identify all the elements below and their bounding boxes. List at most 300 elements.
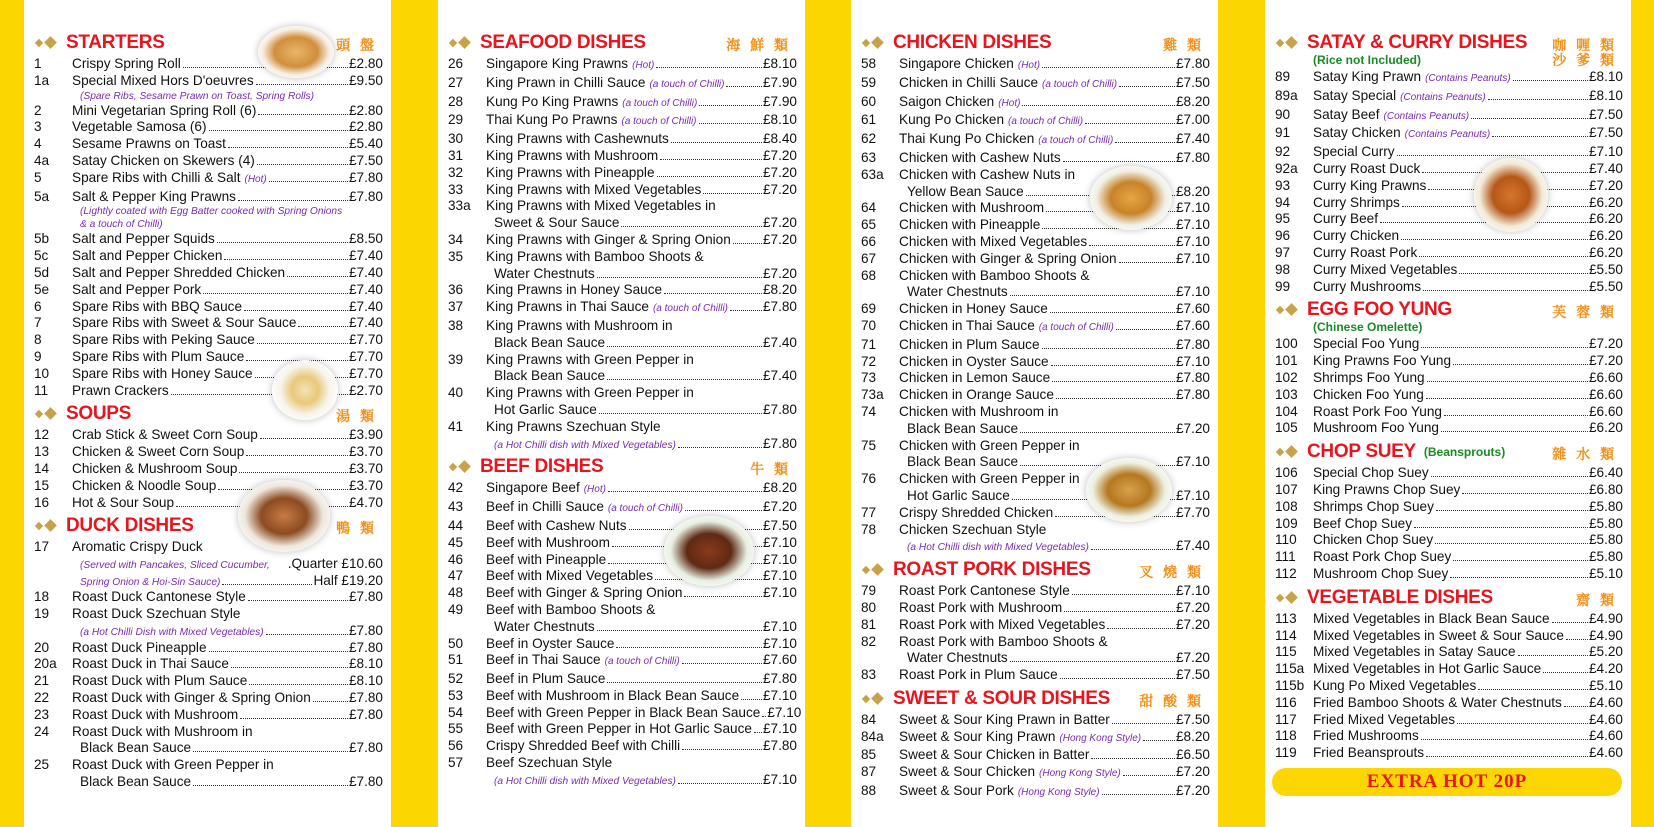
item-note: (a touch of Chilli)	[1038, 321, 1114, 333]
item-note: (a touch of Chilli)	[622, 97, 698, 109]
spring-roll-photo	[258, 26, 334, 78]
item-number: 48	[448, 585, 464, 601]
item-price: £7.10	[762, 618, 797, 634]
dot-leader	[1116, 329, 1175, 330]
item-name: Roast Pork with Bamboo Shoots &	[899, 633, 1108, 649]
menu-column-4	[1265, 0, 1631, 827]
dot-leader	[726, 86, 762, 87]
item-number: 5	[34, 169, 42, 185]
section-header	[861, 686, 1210, 712]
section-chinese-title: 雞 類	[1163, 37, 1204, 53]
dot-leader	[1042, 67, 1175, 68]
portion-row	[34, 573, 383, 590]
item-number: 30	[448, 131, 464, 147]
item-name: Mushroom Chop Suey	[1313, 565, 1449, 581]
dot-leader	[256, 84, 348, 85]
item-note: (Hot)	[998, 97, 1021, 109]
item-number: 113	[1275, 610, 1297, 626]
menu-item	[448, 249, 797, 266]
item-name: Curry Roast Duck	[1313, 160, 1421, 176]
item-price: £8.50	[348, 231, 383, 247]
dot-leader	[699, 123, 762, 124]
item-number: 115	[1275, 644, 1297, 660]
menu-item	[1275, 161, 1623, 178]
item-note: (a touch of Chilli)	[604, 656, 680, 668]
item-number: 23	[34, 706, 50, 722]
item-name: Sweet & Sour King Prawn in Batter	[899, 711, 1110, 727]
item-number: 33a	[448, 198, 471, 214]
item-number: 50	[448, 635, 464, 651]
menu-item	[1275, 566, 1623, 583]
item-price: £7.40	[1588, 160, 1623, 176]
item-name: Satay Beef	[1313, 106, 1380, 122]
item-name: Roast Pork Chop Suey	[1313, 549, 1452, 565]
dot-leader	[313, 701, 348, 702]
item-price: £8.10	[348, 656, 383, 672]
item-name: Satay King Prawn	[1313, 69, 1422, 84]
item-price: £7.50	[1175, 74, 1210, 90]
item-price: £6.20	[1588, 244, 1623, 260]
menu-item	[1275, 195, 1623, 212]
item-price: £4.60	[1588, 745, 1623, 761]
item-number: 34	[448, 231, 464, 247]
dot-leader	[1423, 290, 1588, 291]
menu-item	[1275, 678, 1623, 695]
dot-leader	[1478, 689, 1588, 690]
diamond-bullet-icon	[34, 519, 60, 533]
item-price: £7.20	[1175, 764, 1210, 780]
item-price: £7.80	[1175, 370, 1210, 386]
item-name: Chicken in Thai Sauce	[899, 317, 1035, 333]
item-price: £4.60	[1588, 728, 1623, 744]
item-name: Roast Pork with Mushroom	[899, 599, 1063, 615]
note-with-price	[448, 772, 797, 789]
dot-leader	[193, 785, 348, 786]
dot-leader	[1471, 118, 1588, 119]
item-price: £7.10	[1175, 217, 1210, 233]
dot-leader	[1426, 398, 1588, 399]
dot-leader	[699, 105, 762, 106]
item-number: 102	[1275, 369, 1298, 385]
item-price: £6.60	[1588, 386, 1623, 402]
menu-item	[448, 385, 797, 402]
dot-leader	[664, 293, 762, 294]
item-number: 56	[448, 738, 464, 754]
item-number: 57	[448, 755, 464, 771]
menu-item	[861, 75, 1210, 94]
item-number: 71	[861, 336, 877, 352]
dot-leader	[298, 326, 348, 327]
dot-leader	[597, 277, 762, 278]
item-price: £8.10	[1588, 87, 1623, 103]
item-name: Chicken & Mushroom Soup	[72, 460, 238, 476]
item-price: £7.10	[762, 585, 797, 601]
item-name: Chicken with Cashew Nuts in	[899, 166, 1076, 182]
item-number: 2	[34, 102, 42, 118]
item-number: 15	[34, 477, 50, 493]
note-with-price	[861, 538, 1210, 555]
section-title: STARTERS	[66, 32, 165, 53]
dot-leader	[678, 447, 762, 448]
menu-item	[1275, 420, 1623, 437]
item-price: £7.20	[1175, 599, 1210, 615]
item-price: £7.50	[1588, 106, 1623, 122]
item-number: 114	[1275, 627, 1297, 643]
dot-leader	[258, 114, 348, 115]
diamond-bullet-icon	[1275, 36, 1301, 50]
dot-leader	[1380, 222, 1588, 223]
item-name: Salt and Pepper Shredded Chicken	[72, 264, 286, 280]
item-name: Beef with Cashew Nuts	[486, 517, 627, 533]
dot-leader	[1010, 295, 1175, 296]
item-name: Chicken Szechuan Style	[899, 521, 1047, 537]
diamond-bullet-icon	[448, 460, 474, 474]
item-name: Fried Mixed Vegetables	[1313, 711, 1456, 727]
chicken-photo	[1090, 166, 1172, 230]
item-number: 37	[448, 299, 464, 315]
item-note: (Hot)	[244, 173, 267, 185]
menu-item	[34, 478, 383, 495]
item-number: 13	[34, 444, 50, 460]
item-note: (Hong Kong Style)	[1059, 732, 1142, 744]
item-number: 26	[448, 56, 464, 71]
dot-leader	[239, 472, 348, 473]
menu-item	[1275, 404, 1623, 421]
item-number: 119	[1275, 745, 1297, 761]
dot-leader	[1115, 142, 1175, 143]
item-price: £8.20	[1175, 93, 1210, 109]
section-title: BEEF DISHES	[480, 456, 604, 478]
item-price: £7.10	[762, 568, 797, 584]
item-number: 52	[448, 671, 464, 687]
item-name: Spare Ribs with BBQ Sauce	[72, 298, 243, 314]
dot-leader	[682, 663, 762, 664]
item-number: 65	[861, 217, 877, 233]
item-name: Chicken in Lemon Sauce	[899, 370, 1051, 386]
dot-leader	[238, 200, 348, 201]
dot-leader	[656, 67, 762, 68]
dot-leader	[684, 596, 762, 597]
menu-item	[34, 153, 383, 170]
portion-description: Spring Onion & Hoi-Sin Sauce)	[80, 576, 221, 588]
item-name: Satay Chicken on Skewers (4)	[72, 152, 255, 168]
item-price: £7.40	[348, 248, 383, 264]
menu-item	[448, 419, 797, 436]
item-number: 109	[1275, 515, 1298, 531]
item-price: £4.70	[348, 494, 383, 510]
item-name: King Prawns Foo Yung	[1313, 353, 1452, 369]
item-note: (Contains Peanuts)	[1404, 129, 1491, 141]
item-number: 66	[861, 233, 877, 249]
dot-leader	[1435, 543, 1588, 544]
item-name: Salt & Pepper King Prawns	[72, 188, 236, 204]
menu-item	[1275, 549, 1623, 566]
item-price: £4.60	[1588, 711, 1623, 727]
section-subtitle: (Rice not Included) 沙 爹 類	[1313, 52, 1617, 68]
dot-leader	[248, 600, 348, 601]
menu-item	[448, 232, 797, 249]
item-name: Kung Po King Prawns	[486, 93, 619, 109]
item-price: £7.40	[348, 281, 383, 297]
item-name: King Prawns with Mushroom in	[486, 317, 673, 333]
menu-item	[448, 299, 797, 318]
dot-leader	[1421, 739, 1588, 740]
item-price: £3.70	[348, 460, 383, 476]
item-number: 14	[34, 460, 50, 476]
item-name: King Prawns in Honey Sauce	[486, 282, 663, 298]
item-name: Mini Vegetarian Spring Roll (6)	[72, 102, 257, 118]
item-price: £8.20	[1175, 728, 1210, 744]
item-price: £7.40	[1175, 538, 1210, 554]
item-number: 43	[448, 499, 464, 515]
item-price: £7.20	[1588, 353, 1623, 369]
portion-price: .Quarter £10.60	[287, 556, 383, 572]
item-number: 110	[1275, 532, 1297, 548]
item-number: 73	[861, 370, 877, 386]
menu-item	[1275, 628, 1623, 645]
item-number: 84a	[861, 728, 884, 744]
menu-item	[448, 755, 797, 772]
item-price: £4.20	[1588, 661, 1623, 677]
section-chinese-title: 海 鮮 類	[726, 37, 791, 53]
dot-leader	[1414, 527, 1588, 528]
item-note: (a touch of Chilli)	[1038, 135, 1114, 147]
item-name: King Prawns with Bamboo Shoots &	[486, 248, 704, 264]
item-price: £7.20	[762, 164, 797, 180]
dot-leader	[1020, 432, 1175, 433]
item-number: 27	[448, 74, 464, 90]
section-title: SOUPS	[66, 403, 132, 425]
menu-item	[34, 640, 383, 657]
item-number: 93	[1275, 177, 1291, 193]
dot-leader	[1513, 80, 1588, 81]
item-name: Beef with Pineapple	[486, 551, 607, 567]
item-name: Sweet & Sour Chicken in Batter	[899, 747, 1090, 763]
item-price: £7.50	[348, 152, 383, 168]
item-number: 39	[448, 351, 464, 367]
item-name: Sweet & Sour Pork	[899, 783, 1014, 799]
item-price: £2.80	[348, 102, 383, 118]
menu-item	[34, 495, 383, 512]
menu-item	[861, 301, 1210, 318]
item-note: (a touch of Chilli)	[649, 78, 725, 90]
item-name: Mixed Vegetables in Black Bean Sauce	[1313, 610, 1550, 626]
item-name: Chicken with Mushroom in	[899, 403, 1059, 419]
menu-item	[861, 617, 1210, 634]
item-number: 61	[861, 112, 877, 128]
menu-item	[34, 119, 383, 136]
menu-item	[1275, 728, 1623, 745]
menu-item	[1275, 370, 1623, 387]
item-price: £7.80	[762, 738, 797, 754]
item-name: Fried Bamboo Shoots & Water Chestnuts	[1313, 694, 1562, 710]
item-number: 44	[448, 517, 464, 533]
menu-item	[861, 131, 1210, 150]
item-number: 20a	[34, 656, 57, 672]
menu-item	[1275, 387, 1623, 404]
item-price: £5.40	[348, 136, 383, 152]
menu-item	[448, 282, 797, 299]
dot-leader	[1052, 381, 1175, 382]
dot-leader	[607, 682, 762, 683]
menu-item	[861, 404, 1210, 421]
item-number: 4	[34, 136, 42, 152]
dot-leader	[1091, 549, 1175, 550]
item-name: Roast Pork Cantonese Style	[899, 583, 1070, 599]
menu-item	[34, 189, 383, 206]
item-number: 8	[34, 332, 42, 348]
item-price: £7.10	[767, 704, 802, 720]
item-price: £6.20	[1588, 194, 1623, 210]
item-price: £6.60	[1588, 403, 1623, 419]
item-number: 101	[1275, 353, 1298, 369]
item-number: 18	[34, 589, 50, 605]
dot-leader	[1488, 99, 1588, 100]
item-price: £7.50	[1175, 667, 1210, 683]
item-price: £7.20	[762, 215, 797, 231]
item-number: 85	[861, 747, 877, 763]
dot-leader	[1441, 431, 1588, 432]
item-number: 33	[448, 181, 464, 197]
menu-item	[1275, 69, 1623, 88]
item-name: Singapore Chicken	[899, 56, 1014, 71]
item-price: £7.10	[1175, 583, 1210, 599]
menu-item	[448, 131, 797, 148]
item-number: 60	[861, 93, 877, 109]
item-name: Curry Chicken	[1313, 228, 1400, 244]
item-name: Shrimps Chop Suey	[1313, 498, 1434, 514]
item-number: 117	[1275, 711, 1297, 727]
item-price: £7.80	[348, 639, 383, 655]
menu-item	[34, 690, 383, 707]
item-price: £7.40	[1175, 131, 1210, 147]
item-name: Chicken with Bamboo Shoots &	[899, 267, 1090, 283]
menu-item	[1275, 353, 1623, 370]
menu-item	[1275, 499, 1623, 516]
item-price: £7.40	[348, 298, 383, 314]
menu-item	[1275, 279, 1623, 296]
menu-item-continuation	[861, 650, 1210, 667]
item-number: 91	[1275, 125, 1291, 141]
item-name-cont: Yellow Bean Sauce	[907, 183, 1024, 199]
menu-item	[34, 332, 383, 349]
item-price: £7.80	[348, 689, 383, 705]
item-note: (Contains Peanuts)	[1383, 110, 1470, 122]
menu-item	[861, 729, 1210, 748]
item-number: 80	[861, 599, 877, 615]
item-name: Mushroom Foo Yung	[1313, 420, 1439, 436]
item-name-cont: Black Bean Sauce	[907, 420, 1019, 436]
item-name: King Prawns Chop Suey	[1313, 481, 1461, 497]
dot-leader	[1444, 415, 1588, 416]
menu-item-continuation	[448, 619, 797, 636]
menu-item	[861, 600, 1210, 617]
item-number: 63	[861, 149, 877, 165]
item-name: King Prawns Szechuan Style	[486, 418, 661, 434]
item-number: 108	[1275, 498, 1298, 514]
item-name: Beef in Plum Sauce	[486, 671, 606, 687]
dot-leader	[240, 718, 348, 719]
item-name: Crispy Shredded Chicken	[899, 504, 1054, 520]
item-name: Special Foo Yung	[1313, 336, 1420, 352]
dot-leader	[1042, 228, 1175, 229]
item-price: £7.60	[1175, 301, 1210, 317]
item-number: 96	[1275, 228, 1291, 244]
item-name: Aromatic Crispy Duck	[72, 539, 203, 555]
item-number: 55	[448, 721, 464, 737]
item-name: Curry Beef	[1313, 211, 1378, 227]
item-price: £7.70	[348, 332, 383, 348]
menu-item	[1275, 644, 1623, 661]
item-number: 1	[34, 56, 42, 71]
dot-leader	[1107, 628, 1175, 629]
dot-leader	[1450, 577, 1588, 578]
item-number: 105	[1275, 420, 1298, 436]
item-description: & a touch of Chilli)	[80, 219, 163, 231]
item-name: Beef Szechuan Style	[486, 755, 613, 771]
item-price: £7.70	[348, 365, 383, 381]
item-name: Spare Ribs with Chilli & Salt	[72, 169, 241, 185]
menu-item	[34, 427, 383, 444]
item-name: Roast Duck with Ginger & Spring Onion	[72, 689, 311, 705]
item-price: £7.10	[762, 721, 797, 737]
item-price: £7.10	[762, 534, 797, 550]
item-name: Beef in Thai Sauce	[486, 652, 601, 668]
dot-leader	[671, 142, 762, 143]
menu-item	[448, 738, 797, 755]
dot-leader	[1123, 775, 1175, 776]
item-number: 64	[861, 200, 877, 216]
item-price: £7.20	[1175, 783, 1210, 799]
item-name: Chicken & Sweet Corn Soup	[72, 444, 245, 460]
item-number: 47	[448, 568, 464, 584]
item-number: 40	[448, 385, 464, 401]
item-price: £7.80	[762, 299, 797, 315]
item-number: 31	[448, 147, 464, 163]
item-price: £7.70	[1175, 504, 1210, 520]
menu-item	[448, 148, 797, 165]
diamond-bullet-icon	[861, 692, 887, 706]
note-with-price	[448, 436, 797, 453]
item-note: (a touch of Chilli)	[621, 116, 697, 128]
menu-item	[34, 73, 383, 90]
item-price: £5.80	[1588, 532, 1623, 548]
dot-leader	[1492, 136, 1588, 137]
menu-item	[1275, 516, 1623, 533]
item-price: £7.80	[348, 706, 383, 722]
item-number: 42	[448, 480, 464, 496]
item-name: Roast Pork Foo Yung	[1313, 403, 1442, 419]
section-title: SWEET & SOUR DISHES	[893, 687, 1111, 709]
item-price: £7.80	[348, 589, 383, 605]
item-price: £5.10	[1588, 565, 1623, 581]
item-number: 21	[34, 673, 50, 689]
dot-leader	[1063, 161, 1175, 162]
item-number: 6	[34, 298, 42, 314]
dot-leader	[733, 243, 762, 244]
item-name: Sweet & Sour King Prawn	[899, 728, 1056, 744]
item-name: King Prawns in Thai Sauce	[486, 299, 649, 315]
item-name-cont: Sweet & Sour Sauce	[494, 215, 620, 231]
item-number: 87	[861, 764, 877, 780]
item-name: Chicken with Mushroom	[899, 200, 1045, 216]
section-title: SEAFOOD DISHES	[480, 32, 646, 53]
item-number: 98	[1275, 261, 1291, 277]
menu-item	[861, 438, 1210, 455]
item-price: £4.90	[1588, 627, 1623, 643]
menu-item	[448, 499, 797, 518]
item-name: Chicken in Oyster Sauce	[899, 353, 1049, 369]
